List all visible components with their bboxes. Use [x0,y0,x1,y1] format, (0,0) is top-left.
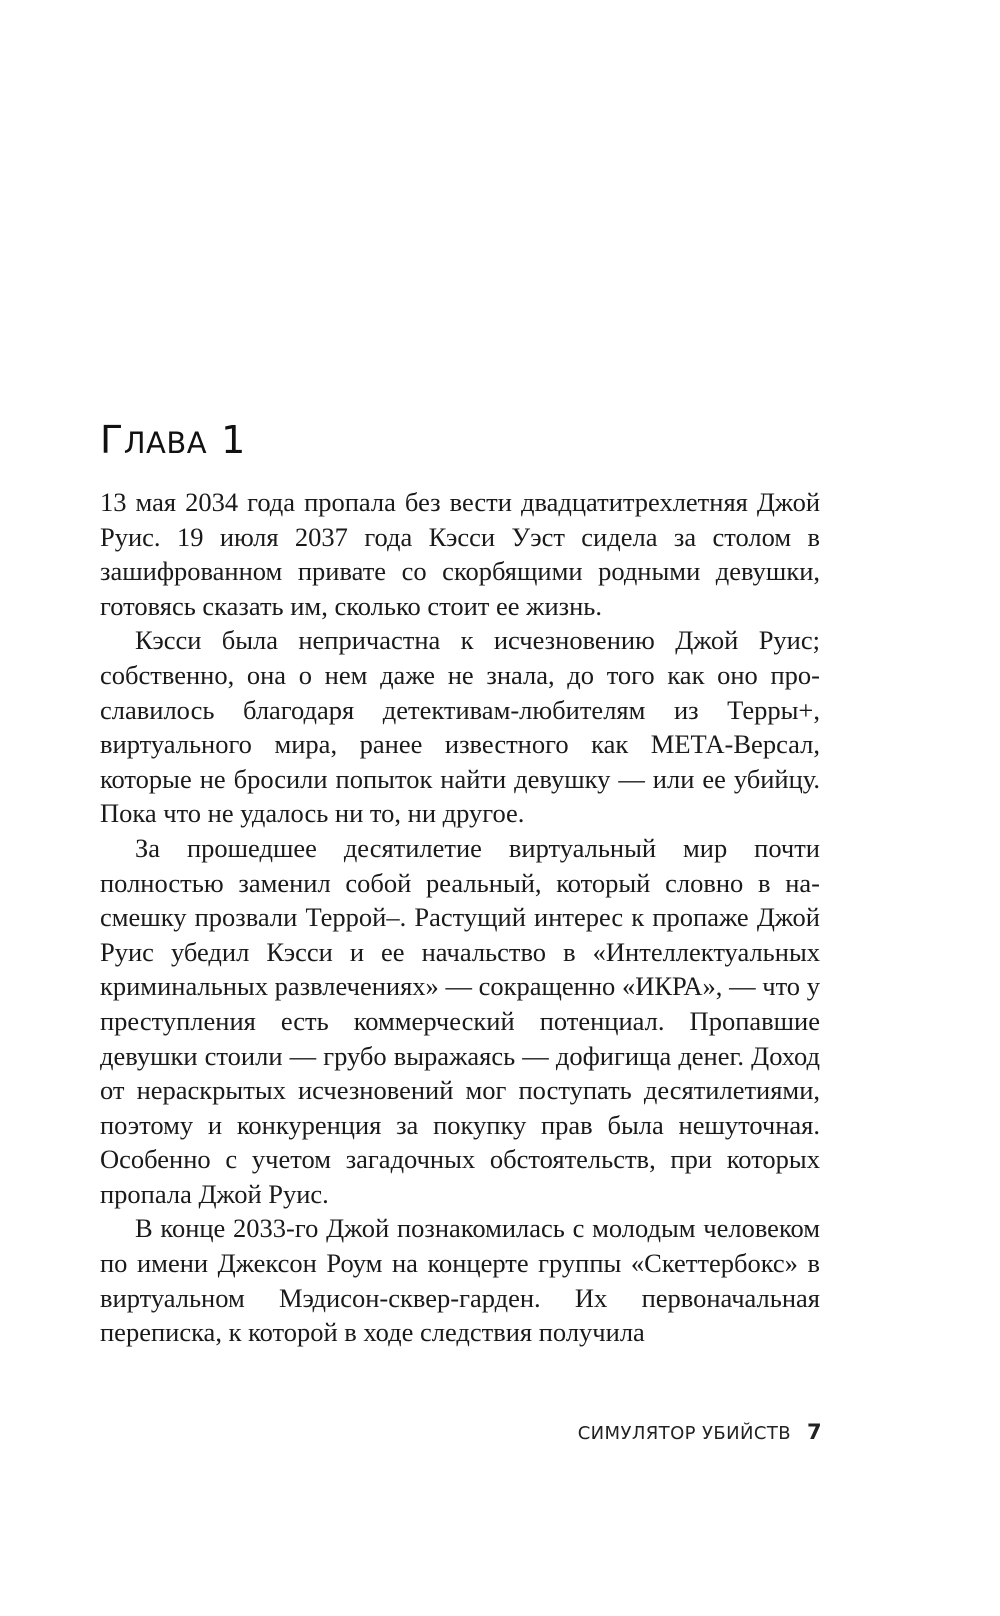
chapter-heading-initial: Г [100,418,124,462]
footer-book-title: СИМУЛЯТОР УБИЙСТВ [577,1423,791,1444]
chapter-heading [100,418,246,462]
paragraph-2: Кэсси была непричастна к исчезновению Джой Руис; собственно, она о нем даже не знала, до того как оно прославилось благодаря детективам-любителям из Терры+, виртуального мира, ранее известного как МЕТА-Версал, которые не бросили попыток найти девушку — или ее убийцу. Пока что не удалось ни то, ни другое. [100,625,820,829]
paragraph-3: За прошедшее десятилетие виртуальный мир почти полностью заменил собой реальный, который словно в насмешку прозвали Террой–. Растущий интерес к пропаже Джой Руис убедил Кэсси и ее начальство в «Интеллектуальных криминальных развлечениях» — сокращенно «ИКРА», — что у преступления есть коммерческий потенциал. Пропавшие девушки стоили — грубо выражаясь — дофигища денег. Доход от нераскрытых исчезновений мог поступать десятилетиями, поэтому и конкуренция за покупку прав была нешуточная. Особенно с учетом загадочных обстоятельств, при которых пропала Джой Руис. [100,832,820,1209]
running-footer [578,1420,822,1444]
chapter-heading-word: ЛАВА [123,426,208,460]
chapter-number: 1 [221,418,246,462]
chapter-body [100,485,820,1350]
page-number: 7 [806,1420,822,1444]
paragraph-1: 13 мая 2034 года пропала без вести двадцатитрехлетняя Джой Руис. 19 июля 2037 года Кэсси Уэст сидела за столом в зашифрованном привате со скорбящими родными девушки, готовясь сказать им, сколько стоит ее жизнь. [100,487,820,621]
paragraph-4: В конце 2033-го Джой познакомилась с молодым человеком по имени Джексон Роум на концерте группы «Скеттербокс» в виртуальном Мэдисон-сквер-гарден. Их первоначальная переписка, к которой в ходе следствия получила [100,1213,820,1348]
